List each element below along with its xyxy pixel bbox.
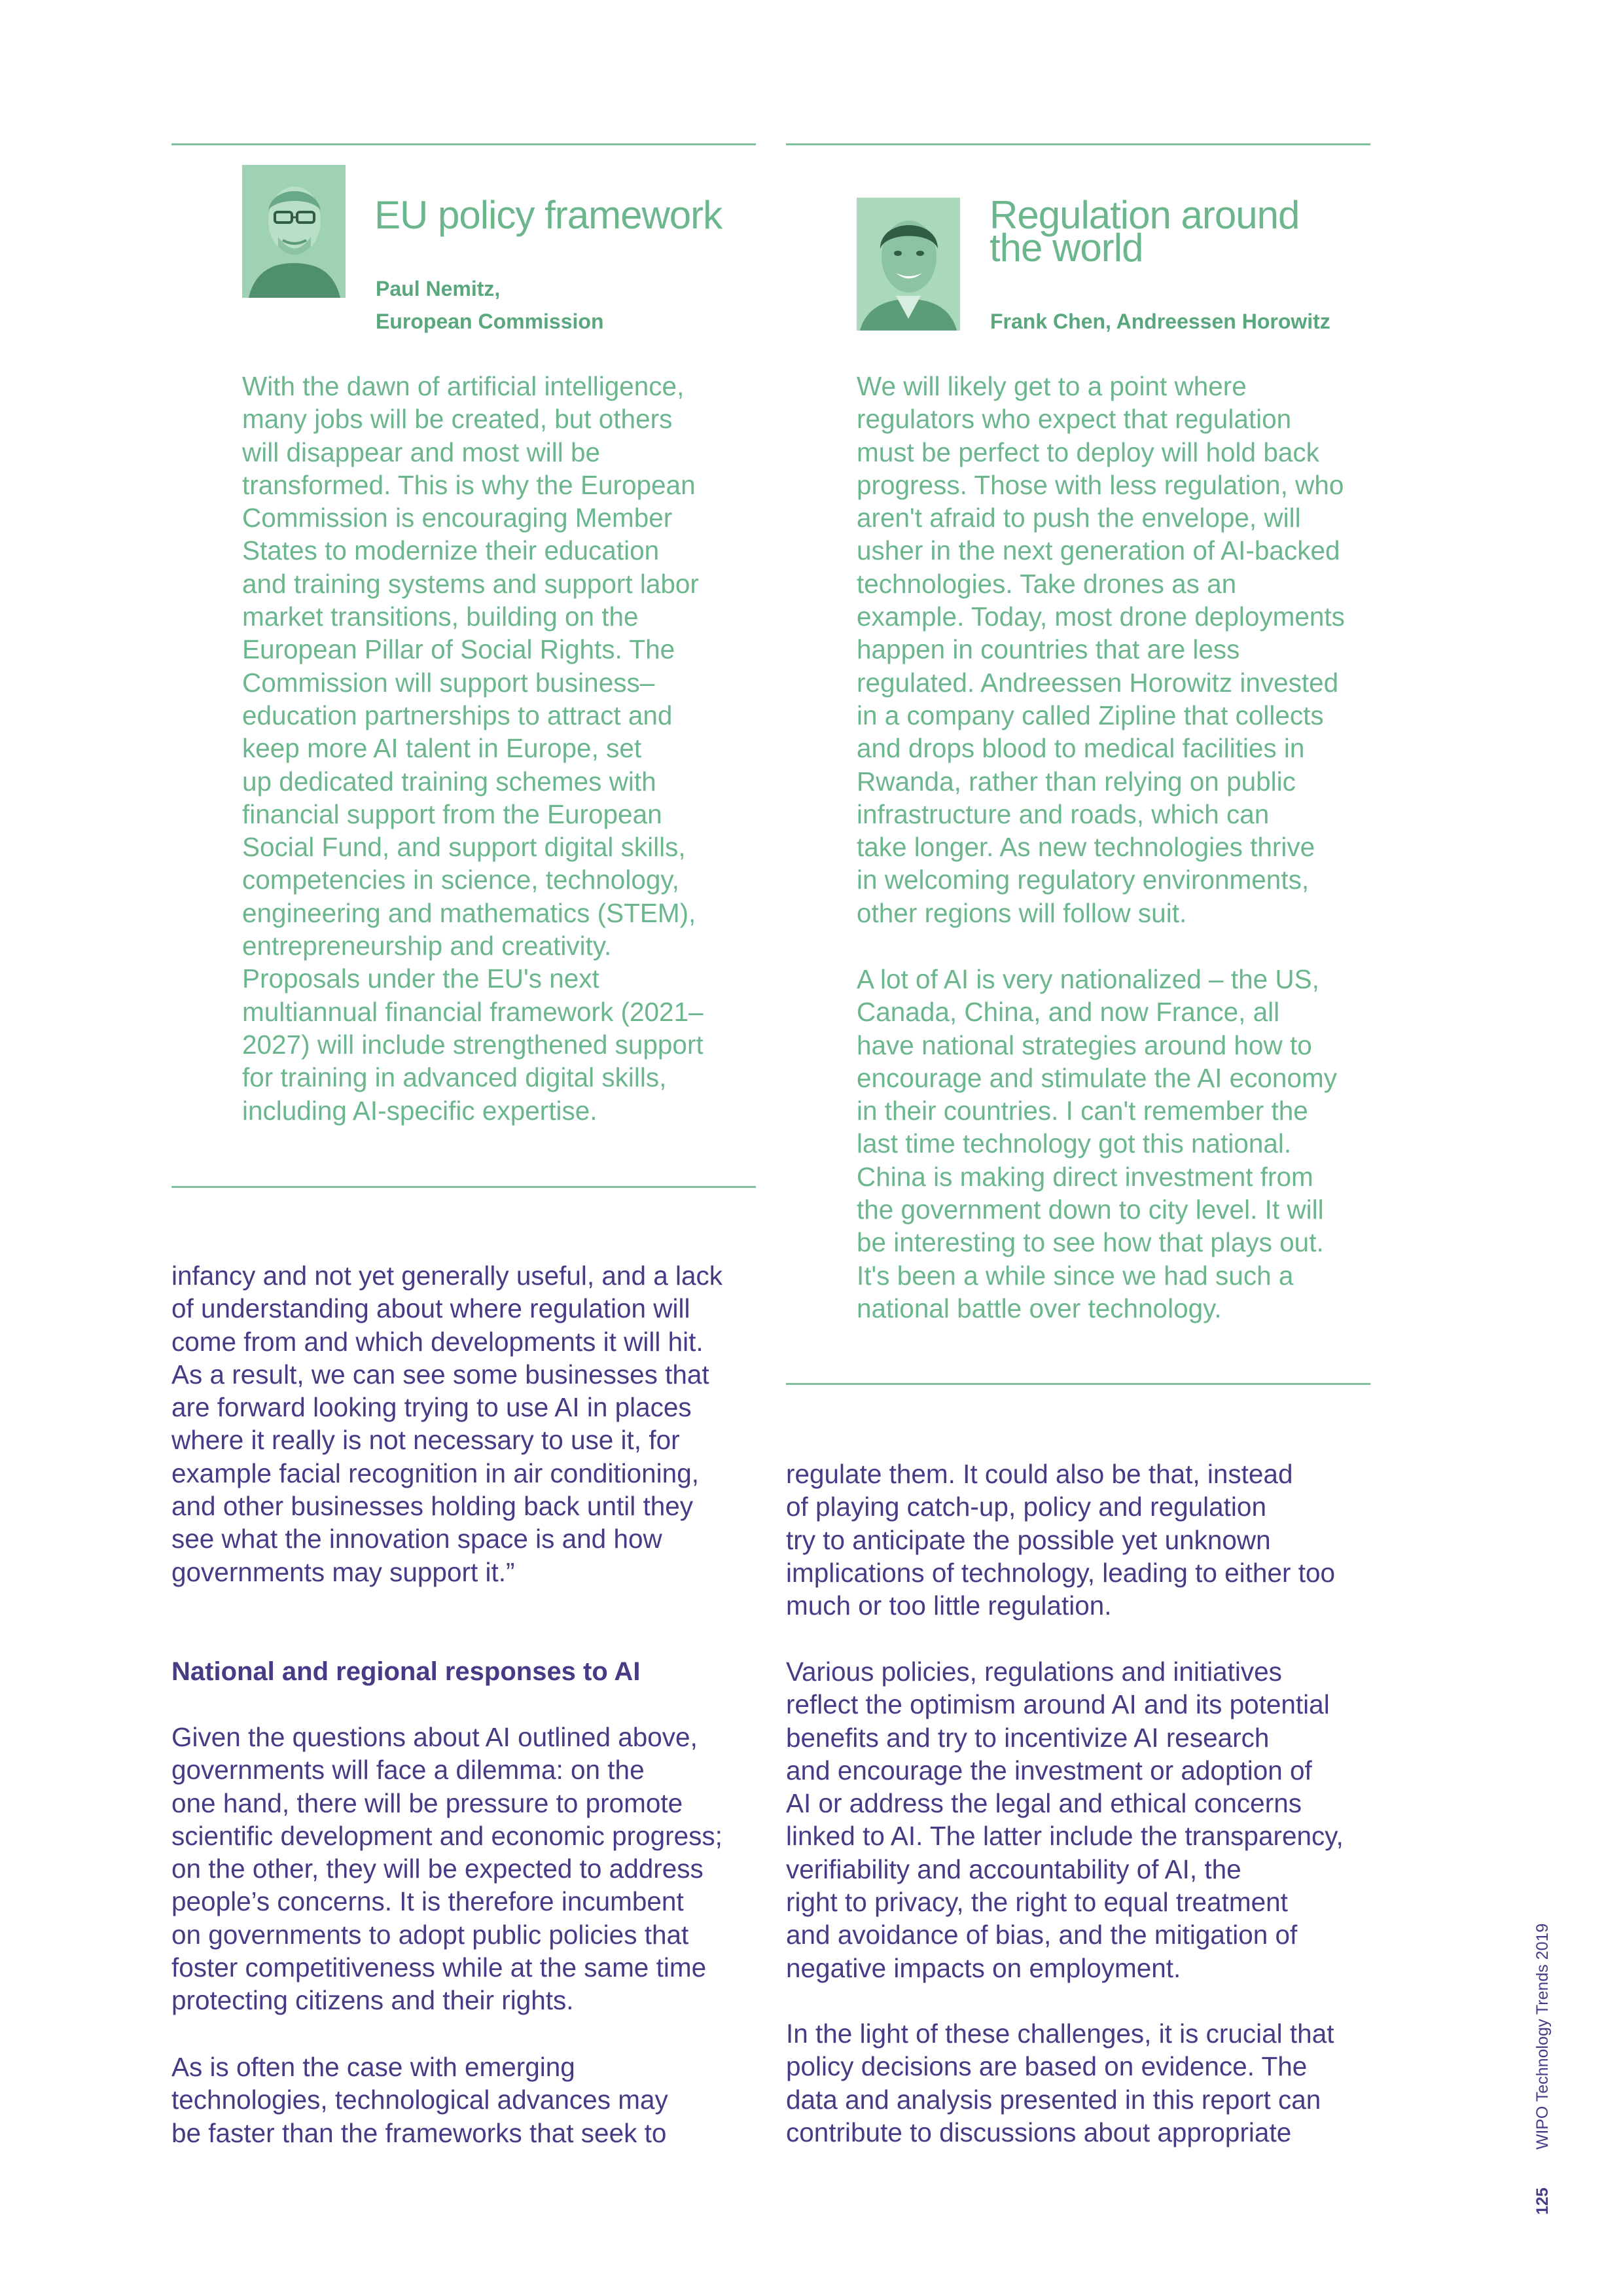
eu-author-affiliation: European Commission [376, 310, 604, 333]
right-paragraph-1: regulate them. It could also be that, instead of playing catch-up, policy and regulation try to anticipate the possible yet unknown implications of technology, leading to either too much or too little regulation. [786, 1459, 1336, 1621]
publication-title: WIPO Technology Trends 2019 [1533, 1923, 1552, 2150]
world-quote-paragraph-2: A lot of AI is very nationalized – the US, Canada, China, and now France, all have national strategies around how to encourage and stimulate the AI economy in their countries. I can't remember the last time technology got this national. China is making direct investment from the government down to city level. It will be interesting to see how that plays out. It's been a while since we had such a national battle over technology. [857, 964, 1337, 1323]
frank-chen-photo [857, 198, 960, 331]
page-footer [1533, 1924, 1552, 2215]
page-number: 125 [1533, 2187, 1552, 2215]
section-heading: National and regional responses to AI [171, 1657, 641, 1686]
left-paragraph-3: As is often the case with emerging technologies, technological advances may be faster than the frameworks that seek to [171, 2052, 668, 2148]
eu-box-bottom-rule [171, 1186, 756, 1188]
world-box-title-line-2: the world [990, 226, 1143, 270]
world-box-top-rule [786, 143, 1370, 145]
eu-box-title: EU policy framework [374, 193, 722, 237]
world-box-bottom-rule [786, 1383, 1370, 1385]
right-paragraph-3: In the light of these challenges, it is crucial that policy decisions are based on evidence. The data and analysis presented in this report can contribute to discussions about appropriate [786, 2018, 1334, 2147]
eu-box-top-rule [171, 143, 756, 145]
world-author: Frank Chen, Andreessen Horowitz [990, 310, 1330, 333]
world-quote-paragraph-1: We will likely get to a point where regulators who expect that regulation must be perfect to deploy will hold back progress. Those with less regulation, who aren't afraid to push the envelope, will usher in the next generation of AI-backed technologies. Take drones as an example. Today, most drone deployments happen in countries that are less regulated. Andreessen Horowitz invested in a company called Zipline that collects and drops blood to medical facilities in Rwanda, rather than relying on public infrastructure and roads, which can take longer. As new technologies thrive in welcoming regulatory environments, other regions will follow suit. [857, 371, 1345, 928]
left-paragraph-2: Given the questions about AI outlined above, governments will face a dilemma: on the one hand, there will be pressure to promote scientific development and economic progress; on the other, they will be expected to address people’s concerns. It is therefore incumbent on governments to adopt public policies that foster competitiveness while at the same time protecting citizens and their rights. [171, 1722, 722, 2016]
left-paragraph-1: infancy and not yet generally useful, and a lack of understanding about where regulation will come from and which developments it will hit. As a result, we can see some businesses that are forward looking trying to use AI in places where it really is not necessary to use it, for example facial recognition in air conditioning, and other businesses holding back until they see what the innovation space is and how governments may support it.” [171, 1261, 723, 1587]
right-paragraph-2: Various policies, regulations and initiatives reflect the optimism around AI and its potential benefits and try to incentivize AI research and encourage the investment or adoption of AI or address the legal and ethical concerns linked to AI. The latter include the transparency, verifiability and accountability of AI, the right to privacy, the right to equal treatment and avoidance of bias, and the mitigation of negative impacts on employment. [786, 1657, 1344, 1983]
eu-author-name: Paul Nemitz, [376, 277, 501, 300]
world-box-title-line-1: Regulation around [990, 193, 1300, 237]
paul-nemitz-photo [242, 165, 346, 298]
eu-quote: With the dawn of artificial intelligence, many jobs will be created, but others will disappear and most will be transformed. This is why the European Commission is encouraging Member States to modernize their education and training systems and support labor market transitions, building on the European Pillar of Social Rights. The Commission will support business– education partnerships to attract and keep more AI talent in Europe, set up dedicated training schemes with financial support from the European Social Fund, and support digital skills, competencies in science, technology, engineering and mathematics (STEM), entrepreneurship and creativity. Proposals under the EU's next multiannual financial framework (2021– 2027) will include strengthened support for training in advanced digital skills, including AI-specific expertise. [242, 371, 704, 1126]
